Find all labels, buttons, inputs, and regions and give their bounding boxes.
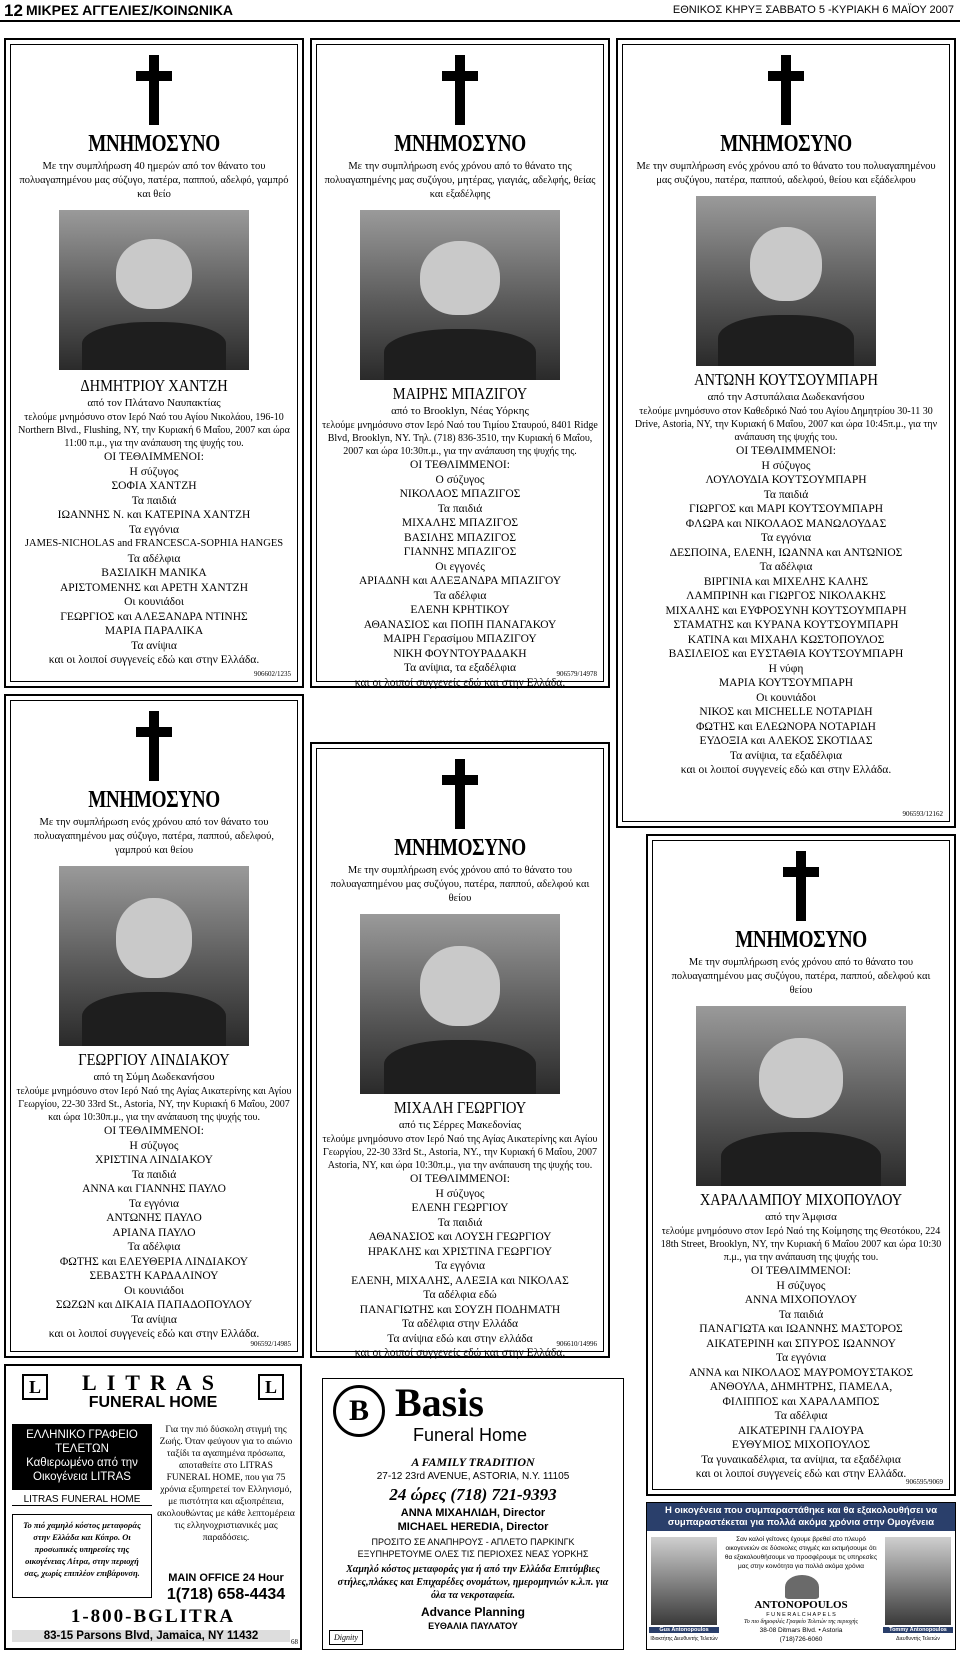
deceased-origin: από τη Σύμη Δωδεκανήσου bbox=[93, 1071, 215, 1083]
relative-line: Τα αδέλφια bbox=[433, 589, 487, 602]
basis-brand: Basis bbox=[395, 1380, 484, 1425]
service-details: τελούμε μνημόσυνο στον Ιερό Ναό της Αγίας Αικατερίνης και Αγίου Γεωργίου, 22-30 33rd St., Astoria, NY., την Κυριακή 6 Μαΐου, 2007 Astoria, NY, και ώρα 10:30π.μ., για την ανάπαυση της ψυχής του. bbox=[322, 1134, 598, 1171]
antonopoulos-blurb: Σαν καλοί γείτονες έχουμε βρεθεί στο πλευρό οικογενειών σε δύσκολες στιγμές και εκτιμήσουμε ότι θα εξακολουθήσουμε να προσφέρουμε τις υπηρεσίες μας στην κοινότητα για πολλά ακόμα χρόνια bbox=[724, 1536, 878, 1570]
relative-line: Η σύζυγος bbox=[776, 1279, 826, 1292]
relative-line: και οι λοιποί συγγενείς εδώ και στην Ελλάδα. bbox=[48, 654, 260, 666]
litras-main-phone: 1(718) 658-4434 bbox=[166, 1586, 286, 1603]
relatives-list bbox=[317, 1172, 603, 1361]
relative-line: ΝΙΚΟΣ και MICHELLE ΝΟΤΑΡΙΔΗ bbox=[699, 706, 873, 718]
relative-line: Τα αδέλφια bbox=[127, 1241, 181, 1253]
basis-advance-planning: Advance Planning bbox=[420, 1605, 526, 1619]
basis-subtitle: Funeral Home bbox=[413, 1425, 528, 1445]
relative-line: ΕΥΘΥΜΙΟΣ ΜΙΧΟΠΟΥΛΟΣ bbox=[731, 1439, 871, 1451]
notice-heading: ΜΝΗΜΟΣΥΝΟ bbox=[720, 131, 852, 157]
relative-line: Τα εγγόνια bbox=[760, 532, 812, 544]
relative-line: Τα ανίψια bbox=[131, 1313, 177, 1326]
relative-line: ΟΙ ΤΕΘΛΙΜΜΕΝΟΙ: bbox=[410, 459, 510, 471]
publication-date: ΕΘΝΙΚΟΣ ΚΗΡΥΞ ΣΑΒΒΑΤΟ 5 -ΚΥΡΙΑΚΗ 6 ΜΑΪΟΥ 2007 bbox=[672, 4, 954, 16]
cross-icon bbox=[766, 55, 806, 125]
litras-address: 83-15 Parsons Blvd, Jamaica, NY 11432 bbox=[12, 1630, 290, 1642]
ad-code: 906592/14985 bbox=[250, 1340, 291, 1348]
antonopoulos-tree-icon bbox=[785, 1575, 819, 1599]
litras-funeral-home-ad bbox=[4, 1364, 302, 1650]
notice-intro: Με την συμπλήρωση ενός χρόνου από το θάνατο του πολυαγαπημένου μας συζύγου, πατέρα, παππού, αδελφού και θείου bbox=[330, 865, 590, 904]
basis-director-2: MICHAEL HEREDIA, Director bbox=[397, 1521, 549, 1533]
section-title: ΜΙΚΡΕΣ ΑΓΓΕΛΙΕΣ/ΚΟΙΝΩΝΙΚΑ bbox=[26, 2, 234, 18]
relative-line: ΜΑΙΡΗ Γερασίμου ΜΠΑΖΙΓΟΥ bbox=[383, 633, 537, 645]
relative-line: ΑΡΙΑΝΑ ΠΑΥΛΟ bbox=[112, 1226, 196, 1239]
relative-line: ΦΩΤΗΣ και ΕΛΕΩΝΟΡΑ ΝΟΤΑΡΙΔΗ bbox=[696, 720, 876, 733]
relative-line: Ο σύζυγος bbox=[435, 473, 485, 486]
relative-line: και οι λοιποί συγγενείς εδώ και στην Ελλάδα. bbox=[48, 1328, 260, 1340]
relatives-list bbox=[623, 444, 949, 778]
relative-line: ΟΙ ΤΕΘΛΙΜΜΕΝΟΙ: bbox=[410, 1173, 510, 1185]
relative-line: Η σύζυγος bbox=[129, 1139, 179, 1152]
relative-line: και οι λοιποί συγγενείς εδώ και στην Ελλάδα. bbox=[695, 1468, 907, 1480]
ad-code: 906602/1235 bbox=[254, 670, 291, 678]
relative-line: Οι κουνιάδοι bbox=[756, 691, 816, 704]
litras-subtitle: FUNERAL HOME bbox=[88, 1394, 218, 1411]
relative-line: ΝΙΚΗ ΦΟΥΝΤΟΥΡΑΔΑΚΗ bbox=[393, 647, 527, 660]
basis-tagline: A FAMILY TRADITION bbox=[411, 1455, 535, 1469]
portrait-photo bbox=[696, 196, 876, 366]
person-role: Ιδιοκτήτης Διευθυντής Τελετών bbox=[650, 1636, 718, 1642]
cross-icon bbox=[440, 759, 480, 829]
deceased-origin: από τον Πλάτανο Ναυπακτίας bbox=[87, 397, 221, 409]
relatives-list bbox=[11, 1124, 297, 1342]
relative-line: Τα εγγόνια bbox=[434, 1260, 486, 1272]
portrait-photo bbox=[885, 1537, 951, 1625]
relative-line: ΑΡΙΣΤΟΜΕΝΗΣ και ΑΡΕΤΗ ΧΑΝΤΖΗ bbox=[59, 581, 249, 594]
relative-line: ΟΙ ΤΕΘΛΙΜΜΕΝΟΙ: bbox=[104, 451, 204, 463]
memorial-notice bbox=[310, 38, 610, 688]
relative-line: Οι κουνιάδοι bbox=[124, 596, 184, 608]
page-number: 12 bbox=[4, 1, 23, 20]
relative-line: Οι εγγονές bbox=[435, 560, 485, 573]
relative-line: ΣΩΖΩΝ και ΔΙΚΑΙΑ ΠΑΠΑΔΟΠΟΥΛΟΥ bbox=[55, 1299, 253, 1311]
dignity-logo: Dignity bbox=[329, 1630, 363, 1645]
relative-line: Η σύζυγος bbox=[761, 459, 811, 472]
relative-line: ΑΘΑΝΑΣΙΟΣ και ΠΟΠΗ ΠΑΝΑΓΑΚΟΥ bbox=[363, 618, 557, 631]
deceased-name: ΓΕΩΡΓΙΟΥ ΛΙΝΔΙΑΚΟΥ bbox=[78, 1050, 230, 1069]
relative-line: Τα αδέλφια στην Ελλάδα bbox=[401, 1318, 519, 1330]
antonopoulos-funeral-chapels: F U N E R A L C H A P E L S bbox=[766, 1612, 836, 1618]
relative-line: ΕΛΕΝΗ ΚΡΗΤΙΚΟΥ bbox=[410, 604, 510, 616]
litras-code: 68 bbox=[291, 1638, 298, 1646]
relative-line: ΙΩΑΝΝΗΣ Ν. και ΚΑΤΕΡΙΝΑ ΧΑΝΤΖΗ bbox=[57, 509, 251, 521]
relative-line: ΣΟΦΙΑ ΧΑΝΤΖΗ bbox=[111, 480, 197, 492]
page-header bbox=[0, 0, 960, 22]
basis-ethalia: ΕΥΘΑΛΙΑ ΠΑΥΛΑΤΟΥ bbox=[428, 1621, 518, 1631]
relative-line: και οι λοιποί συγγενείς εδώ και στην Ελλάδα. bbox=[354, 676, 566, 689]
basis-director-1: ANNA ΜΙΧΑΗΛΙΔΗ, Director bbox=[400, 1507, 546, 1519]
relative-line: ΠΑΝΑΓΙΩΤΑ και ΙΩΑΝΝΗΣ ΜΑΣΤΟΡΟΣ bbox=[699, 1323, 903, 1335]
deceased-name: ΧΑΡΑΛΑΜΠΟΥ ΜΙΧΟΠΟΥΛΟΥ bbox=[699, 1190, 903, 1209]
relative-line: ΣΤΑΜΑΤΗΣ και ΚΥΡΑΝΑ ΚΟΥΤΣΟΥΜΠΑΡΗ bbox=[673, 619, 899, 631]
relative-line: ΚΑΤΙΝΑ και ΜΙΧΑΗΛ ΚΩΣΤΟΠΟΥΛΟΣ bbox=[687, 633, 885, 646]
memorial-notice bbox=[310, 742, 610, 1358]
relative-line: ΟΙ ΤΕΘΛΙΜΜΕΝΟΙ: bbox=[751, 1265, 851, 1277]
relative-line: ΜΙΧΑΛΗΣ και ΕΥΦΡΟΣΥΝΗ ΚΟΥΤΣΟΥΜΠΑΡΗ bbox=[665, 604, 907, 617]
relative-line: ΑΙΚΑΤΕΡΙΝΗ και ΣΠΥΡΟΣ ΙΩΑΝΝΟΥ bbox=[706, 1337, 896, 1350]
deceased-name: ΜΙΧΑΛΗ ΓΕΩΡΓΙΟΥ bbox=[393, 1098, 527, 1117]
notice-heading: ΜΝΗΜΟΣΥΝΟ bbox=[88, 787, 220, 813]
relative-line: ΝΙΚΟΛΑΟΣ ΜΠΑΖΙΓΟΣ bbox=[399, 488, 521, 500]
ad-code: 906595/9069 bbox=[906, 1478, 943, 1486]
relative-line: ΑΝΝΑ ΜΙΧΟΠΟΥΛΟΥ bbox=[744, 1294, 858, 1306]
cross-icon bbox=[781, 851, 821, 921]
relative-line: ΒΑΣΙΛΗΣ ΜΠΑΖΙΓΟΣ bbox=[403, 531, 517, 544]
litras-black-box: ΕΛΛΗΝΙΚΟ ΓΡΑΦΕΙΟ ΤΕΛΕΤΩΝ Καθιερωμένο από την Οικογένεια LITRAS bbox=[12, 1424, 152, 1490]
memorial-notice bbox=[4, 694, 304, 1358]
portrait-photo bbox=[696, 1006, 906, 1186]
relative-line: Τα αδέλφια bbox=[127, 552, 181, 565]
antonopoulos-phone: (718)726-6060 bbox=[779, 1636, 823, 1643]
notice-intro: Με την συμπλήρωση ενός χρόνου από το θάνατο της πολυαγαπημένης μας συζύγου, μητέρας, γιαγιάς, αδελφής, θείας και εξαδέλφης bbox=[324, 161, 596, 200]
basis-areas: ΕΞΥΠΗΡΕΤΟΥΜΕ ΟΛΕΣ ΤΙΣ ΠΕΡΙΟΧΕΣ ΝΕΑΣ ΥΟΡΚΗΣ bbox=[357, 1549, 589, 1559]
deceased-origin: από την Άμφισα bbox=[765, 1211, 837, 1223]
relative-line: Τα εγγόνια bbox=[775, 1352, 827, 1364]
relatives-list bbox=[653, 1264, 949, 1482]
relative-line: Τα αδέλφια bbox=[759, 561, 813, 573]
antonopoulos-logo: ΑΝΤΟΝΟPOULOS bbox=[754, 1599, 848, 1611]
relative-line: ΑΘΑΝΑΣΙΟΣ και ΛΟΥΣΗ ΓΕΩΡΓΙΟΥ bbox=[368, 1231, 552, 1243]
ad-code: 906593/12162 bbox=[902, 810, 943, 818]
litras-brand: LITRAS bbox=[82, 1370, 224, 1395]
relative-line: Οι κουνιάδοι bbox=[124, 1284, 184, 1297]
relative-line: Τα ανίψια bbox=[131, 639, 177, 652]
relatives-list bbox=[11, 450, 297, 668]
notice-intro: Με την συμπλήρωση 40 ημερών από τον θάνατο του πολυαγαπημένου μας σύζυγο, πατέρα, παππού, αδελφό, γαμπρό και θείο bbox=[19, 161, 289, 200]
ad-code: 906579/14978 bbox=[556, 670, 597, 678]
relative-line: ΟΙ ΤΕΘΛΙΜΜΕΝΟΙ: bbox=[104, 1125, 204, 1137]
relative-line: ΦΛΩΡΑ και ΝΙΚΟΛΑΟΣ ΜΑΝΩΛΟΥΔΑΣ bbox=[685, 517, 887, 530]
relative-line: JAMES-NICHOLAS and FRANCESCA-SOPHIA HANGES bbox=[24, 538, 284, 549]
basis-logo-icon: B bbox=[333, 1385, 385, 1437]
relative-line: ΑΝΝΑ και ΓΙΑΝΝΗΣ ΠΑΥΛΟ bbox=[82, 1183, 226, 1195]
basis-offer: Χαμηλό κόστος μεταφοράς για ή από την Ελλάδα Επιτύμβιες στήλες,πλάκες και Επιχαρέδες ονομάτων, ημερομηνιών κ.λ.π. για όλα τα νεκροταφεία. bbox=[337, 1564, 609, 1601]
relative-line: και οι λοιποί συγγενείς εδώ και στην Ελλάδα. bbox=[354, 1347, 566, 1359]
portrait-photo bbox=[59, 210, 249, 370]
basis-funeral-home-ad bbox=[322, 1378, 624, 1650]
service-details: τελούμε μνημόσυνο στον Καθεδρικό Ναό του Αγίου Δημητρίου 30-11 30 Drive, Astoria, NY, την Κυριακή 6 Μαΐου, 2007 και ώρα 10:45π.μ., για την ανάπαυση της ψυχής του. bbox=[634, 406, 938, 443]
litras-strip: LITRAS FUNERAL HOME bbox=[12, 1494, 152, 1506]
relative-line: ΛΑΜΠΡΙΝΗ και ΓΙΩΡΓΟΣ ΝΙΚΟΛΑΚΗΣ bbox=[686, 590, 886, 602]
service-details: τελούμε μνημόσυνο στον Ιερό Ναό της Αγίας Αικατερίνης και Αγίου Γεωργίου, 22-30 33rd St., Astoria, NY, την Κυριακή 6 Μαΐου, 2007 και ώρα 10:30π.μ., για την ανάπαυση της ψυχής του. bbox=[16, 1086, 292, 1123]
relatives-list bbox=[317, 458, 603, 690]
antonopoulos-note: Το πιο δημοφιλές Γραφείο Τελετών της περιοχής bbox=[744, 1619, 858, 1625]
cross-icon bbox=[134, 711, 174, 781]
relative-line: ΦΩΤΗΣ και ΕΛΕΥΘΕΡΙΑ ΛΙΝΔΙΑΚΟΥ bbox=[59, 1255, 249, 1268]
relative-line: ΒΙΡΓΙΝΙΑ και ΜΙΧΕΛΗΣ ΚΑΛΗΣ bbox=[703, 575, 869, 588]
relative-line: ΑΝΘΟΥΛΑ, ΔΗΜΗΤΡΗΣ, ΠΑΜΕΛΑ, bbox=[709, 1381, 893, 1393]
deceased-name: ΑΝΤΩΝΗ ΚΟΥΤΣΟΥΜΠΑΡΗ bbox=[694, 370, 878, 389]
antonopoulos-address: 38-08 Ditmars Blvd. • Astoria bbox=[759, 1627, 843, 1634]
relative-line: ΑΙΚΑΤΕΡΙΝΗ ΓΑΛΙΟΥΡΑ bbox=[737, 1424, 865, 1437]
relative-line: Η σύζυγος bbox=[129, 465, 179, 478]
relative-line: Τα παιδιά bbox=[131, 494, 177, 507]
person-role: Διευθυντής Τελετών bbox=[896, 1636, 940, 1642]
relative-line: Τα εγγόνια bbox=[128, 1197, 180, 1210]
relative-line: Η σύζυγος bbox=[435, 1187, 485, 1200]
person-name: Gus Antonopoulos bbox=[649, 1627, 719, 1633]
relative-line: Τα παιδιά bbox=[763, 488, 809, 501]
portrait-photo bbox=[59, 866, 249, 1046]
relative-line: ΓΙΑΝΝΗΣ ΜΠΑΖΙΓΟΣ bbox=[403, 546, 517, 558]
relative-line: Τα αδέλφια εδώ bbox=[423, 1289, 497, 1301]
deceased-origin: από το Brooklyn, Νέας Υόρκης bbox=[391, 405, 529, 417]
relative-line: ΒΑΣΙΛΕΙΟΣ και ΕΥΣΤΑΘΙΑ ΚΟΥΤΣΟΥΜΠΑΡΗ bbox=[668, 648, 904, 660]
relative-line: ΣΕΒΑΣΤΗ ΚΑΡΔΑΛΙΝΟΥ bbox=[89, 1270, 219, 1282]
service-details: τελούμε μνημόσυνο στον Ιερό Ναό της Κοίμησης της Θεοτόκου, 224 18th Street, Brooklyn, NY, την Κυριακή 6 Μαΐου 2007 και ώρα 10:30 π.μ., για την ανάπαυση της ψυχής του. bbox=[660, 1226, 942, 1263]
relative-line: ΠΑΝΑΓΙΩΤΗΣ και ΣΟΥΖΗ ΠΟΔΗΜΑΤΗ bbox=[359, 1303, 561, 1316]
litras-left-note: Το πιό χαμηλό κόστος μεταφοράς στην Ελλάδα και Κύπρο. Οι προσωπικές υπηρεσίες της οικογένειας Λίτρα, στην περιοχή σας, χωρίς επιπλέον επιβάρυνση. bbox=[12, 1514, 152, 1598]
portrait-photo bbox=[360, 210, 560, 380]
relative-line: Τα ανίψια εδώ και στην ελλάδα bbox=[387, 1332, 533, 1345]
relative-line: ΓΕΩΡΓΙΟΣ και ΑΛΕΞΑΝΔΡΑ ΝΤΙΝΗΣ bbox=[60, 610, 248, 623]
memorial-notice bbox=[646, 834, 956, 1496]
service-details: τελούμε μνημόσυνο στον Ιερό Ναό του Τιμίου Σταυρού, 8401 Ridge Blvd, Brooklyn, NY. Τηλ. (718) 836-3510, την Κυριακή 6 Μαΐου, 2007 και ώρα 10:30π.μ., για την ανάπαυση της ψυχής της. bbox=[322, 420, 598, 457]
relative-line: Τα γυναικαδέλφια, τα ανίψια, τα εξαδέλφια bbox=[701, 1453, 901, 1466]
person-name: Tommy Antonopoulos bbox=[883, 1627, 953, 1633]
relative-line: ΕΛΕΝΗ, ΜΙΧΑΛΗΣ, ΑΛΕΞΙΑ και ΝΙΚΟΛΑΣ bbox=[351, 1274, 569, 1287]
portrait-photo bbox=[651, 1537, 717, 1625]
deceased-origin: από τις Σέρρες Μακεδονίας bbox=[398, 1119, 522, 1131]
notice-intro: Με την συμπλήρωση ενός χρόνου από το θάνατο του πολυαγαπημένου μας συζύγου, πατέρα, παππού, αδελφού, θείου και εξάδελφου bbox=[636, 161, 936, 186]
relative-line: ΕΛΕΝΗ ΓΕΩΡΓΙΟΥ bbox=[411, 1202, 509, 1214]
relative-line: και οι λοιποί συγγενείς εδώ και στην Ελλάδα. bbox=[680, 764, 892, 776]
litras-logo-icon: L bbox=[22, 1374, 48, 1400]
relative-line: ΔΕΣΠΟΙΝΑ, ΕΛΕΝΗ, ΙΩΑΝΝΑ και ΑΝΤΩΝΙΟΣ bbox=[669, 546, 903, 559]
relative-line: Τα ανίψια, τα εξαδέλφια bbox=[729, 749, 843, 762]
relative-line: ΜΙΧΑΛΗΣ ΜΠΑΖΙΓΟΣ bbox=[401, 517, 519, 529]
relative-line: ΗΡΑΚΛΗΣ και ΧΡΙΣΤΙΝΑ ΓΕΩΡΓΙΟΥ bbox=[367, 1245, 553, 1258]
litras-vanity-number: 1-800-BGLITRA bbox=[70, 1606, 236, 1627]
relative-line: Τα παιδιά bbox=[778, 1308, 824, 1321]
relative-line: ΜΑΡΙΑ ΚΟΥΤΣΟΥΜΠΑΡΗ bbox=[718, 677, 854, 689]
relative-line: ΜΑΡΙΑ ΠΑΡΑΛΙΚΑ bbox=[104, 625, 204, 637]
notice-intro: Με την συμπλήρωση ενός χρόνου από το θάνατο του πολυαγαπημένου μας συζύγου, πατέρα, παππού, αδελφού και θείου bbox=[671, 957, 931, 996]
relative-line: ΑΡΙΑΔΝΗ και ΑΛΕΞΑΝΔΡΑ ΜΠΑΖΙΓΟΥ bbox=[358, 575, 562, 587]
antonopoulos-banner: Η οικογένεια που συμπαραστάθηκε και θα εξακολουθήσει να συμπαραστέκεται για πολλά ακόμα χρόνια στην Ομογένεια bbox=[647, 1503, 955, 1531]
notice-heading: ΜΝΗΜΟΣΥΝΟ bbox=[394, 835, 526, 861]
relative-line: ΒΑΣΙΛΙΚΗ ΜΑΝΙΚΑ bbox=[101, 567, 207, 579]
relative-line: Τα παιδιά bbox=[437, 1216, 483, 1229]
relative-line: Τα ανίψια, τα εξαδέλφια bbox=[403, 662, 517, 674]
relative-line: ΕΥΔΟΞΙΑ και ΑΛΕΚΟΣ ΣΚΟΤΙΔΑΣ bbox=[699, 735, 873, 747]
litras-right-text: Για την πιό δύσκολη στιγμή της Ζωής. Όταν φεύγουν για το αιώνιο ταξίδι τα αγαπημένα πρόσωπα, αποταθείτε στο LITRAS FUNERAL HOME, που για 75 χρόνια εξυπηρετεί τον Ελληνισμό, με πιστότητα και αξιοπρέπεια, ακολουθώντας με κάθε λεπτομέρεια τις ελληνοχριστιανικές μας παραδόσεις. bbox=[157, 1425, 295, 1543]
basis-parking: ΠΡΟΣΙΤΟ ΣΕ ΑΝΑΠΗΡΟΥΣ - ΑΠΛΕΤΟ ΠΑΡΚΙΝΓΚ bbox=[371, 1537, 575, 1547]
relative-line: ΑΝΤΩΝΗΣ ΠΑΥΛΟ bbox=[106, 1212, 202, 1224]
memorial-notice bbox=[616, 38, 956, 828]
memorial-notice bbox=[4, 38, 304, 688]
relative-line: Τα εγγόνια bbox=[128, 523, 180, 536]
basis-phone: 24 ώρες (718) 721-9393 bbox=[389, 1485, 557, 1504]
notice-heading: ΜΝΗΜΟΣΥΝΟ bbox=[394, 131, 526, 157]
relative-line: ΟΙ ΤΕΘΛΙΜΜΕΝΟΙ: bbox=[736, 445, 836, 457]
portrait-photo bbox=[360, 914, 560, 1094]
relative-line: ΧΡΙΣΤΙΝΑ ΛΙΝΔΙΑΚΟΥ bbox=[95, 1154, 213, 1166]
deceased-name: ΜΑΙΡΗΣ ΜΠΑΖΙΓΟΥ bbox=[392, 384, 528, 403]
deceased-name: ΔΗΜΗΤΡΙΟΥ ΧΑΝΤΖΗ bbox=[80, 376, 228, 395]
antonopoulos-funeral-chapels-ad bbox=[646, 1502, 956, 1650]
litras-main-office: MAIN OFFICE 24 Hour bbox=[168, 1572, 284, 1584]
relative-line: Η νύφη bbox=[768, 662, 804, 675]
service-details: τελούμε μνημόσυνο στον Ιερό Ναό του Αγίου Νικολάου, 196-10 Northern Blvd., Flushing, NY, την Κυριακή 6 Μαΐου, 2007 και ώρα 11:00 π.μ., για την ανάπαυση της ψυχής του. bbox=[18, 412, 290, 449]
relative-line: Τα παιδιά bbox=[437, 502, 483, 515]
ad-code: 906610/14996 bbox=[556, 1340, 597, 1348]
cross-icon bbox=[134, 55, 174, 125]
notice-intro: Με την συμπλήρωση ενός χρόνου από τον θάνατο του πολυαγαπημένου μας σύζυγο, πατέρα, παππού, αδελφού, γαμπρού και θείου bbox=[33, 817, 274, 856]
notice-heading: ΜΝΗΜΟΣΥΝΟ bbox=[735, 927, 867, 953]
cross-icon bbox=[440, 55, 480, 125]
relative-line: ΛΟΥΛΟΥΔΙΑ ΚΟΥΤΣΟΥΜΠΑΡΗ bbox=[705, 474, 867, 486]
relative-line: ΓΙΩΡΓΟΣ και ΜΑΡΙ ΚΟΥΤΣΟΥΜΠΑΡΗ bbox=[688, 503, 884, 515]
deceased-origin: από την Αστυπάλαια Δωδεκανήσου bbox=[707, 391, 865, 403]
relative-line: Τα παιδιά bbox=[131, 1168, 177, 1181]
litras-logo-icon: L bbox=[258, 1374, 284, 1400]
relative-line: ΑΝΝΑ και ΝΙΚΟΛΑΟΣ ΜΑΥΡΟΜΟΥΣΤΑΚΟΣ bbox=[688, 1366, 914, 1379]
relative-line: ΦΙΛΙΠΠΟΣ και ΧΑΡΑΛΑΜΠΟΣ bbox=[722, 1395, 880, 1408]
relative-line: Τα αδέλφια bbox=[774, 1410, 828, 1422]
basis-address: 27-12 23rd AVENUE, ASTORIA, N.Y. 11105 bbox=[376, 1471, 570, 1482]
notice-heading: ΜΝΗΜΟΣΥΝΟ bbox=[88, 131, 220, 157]
